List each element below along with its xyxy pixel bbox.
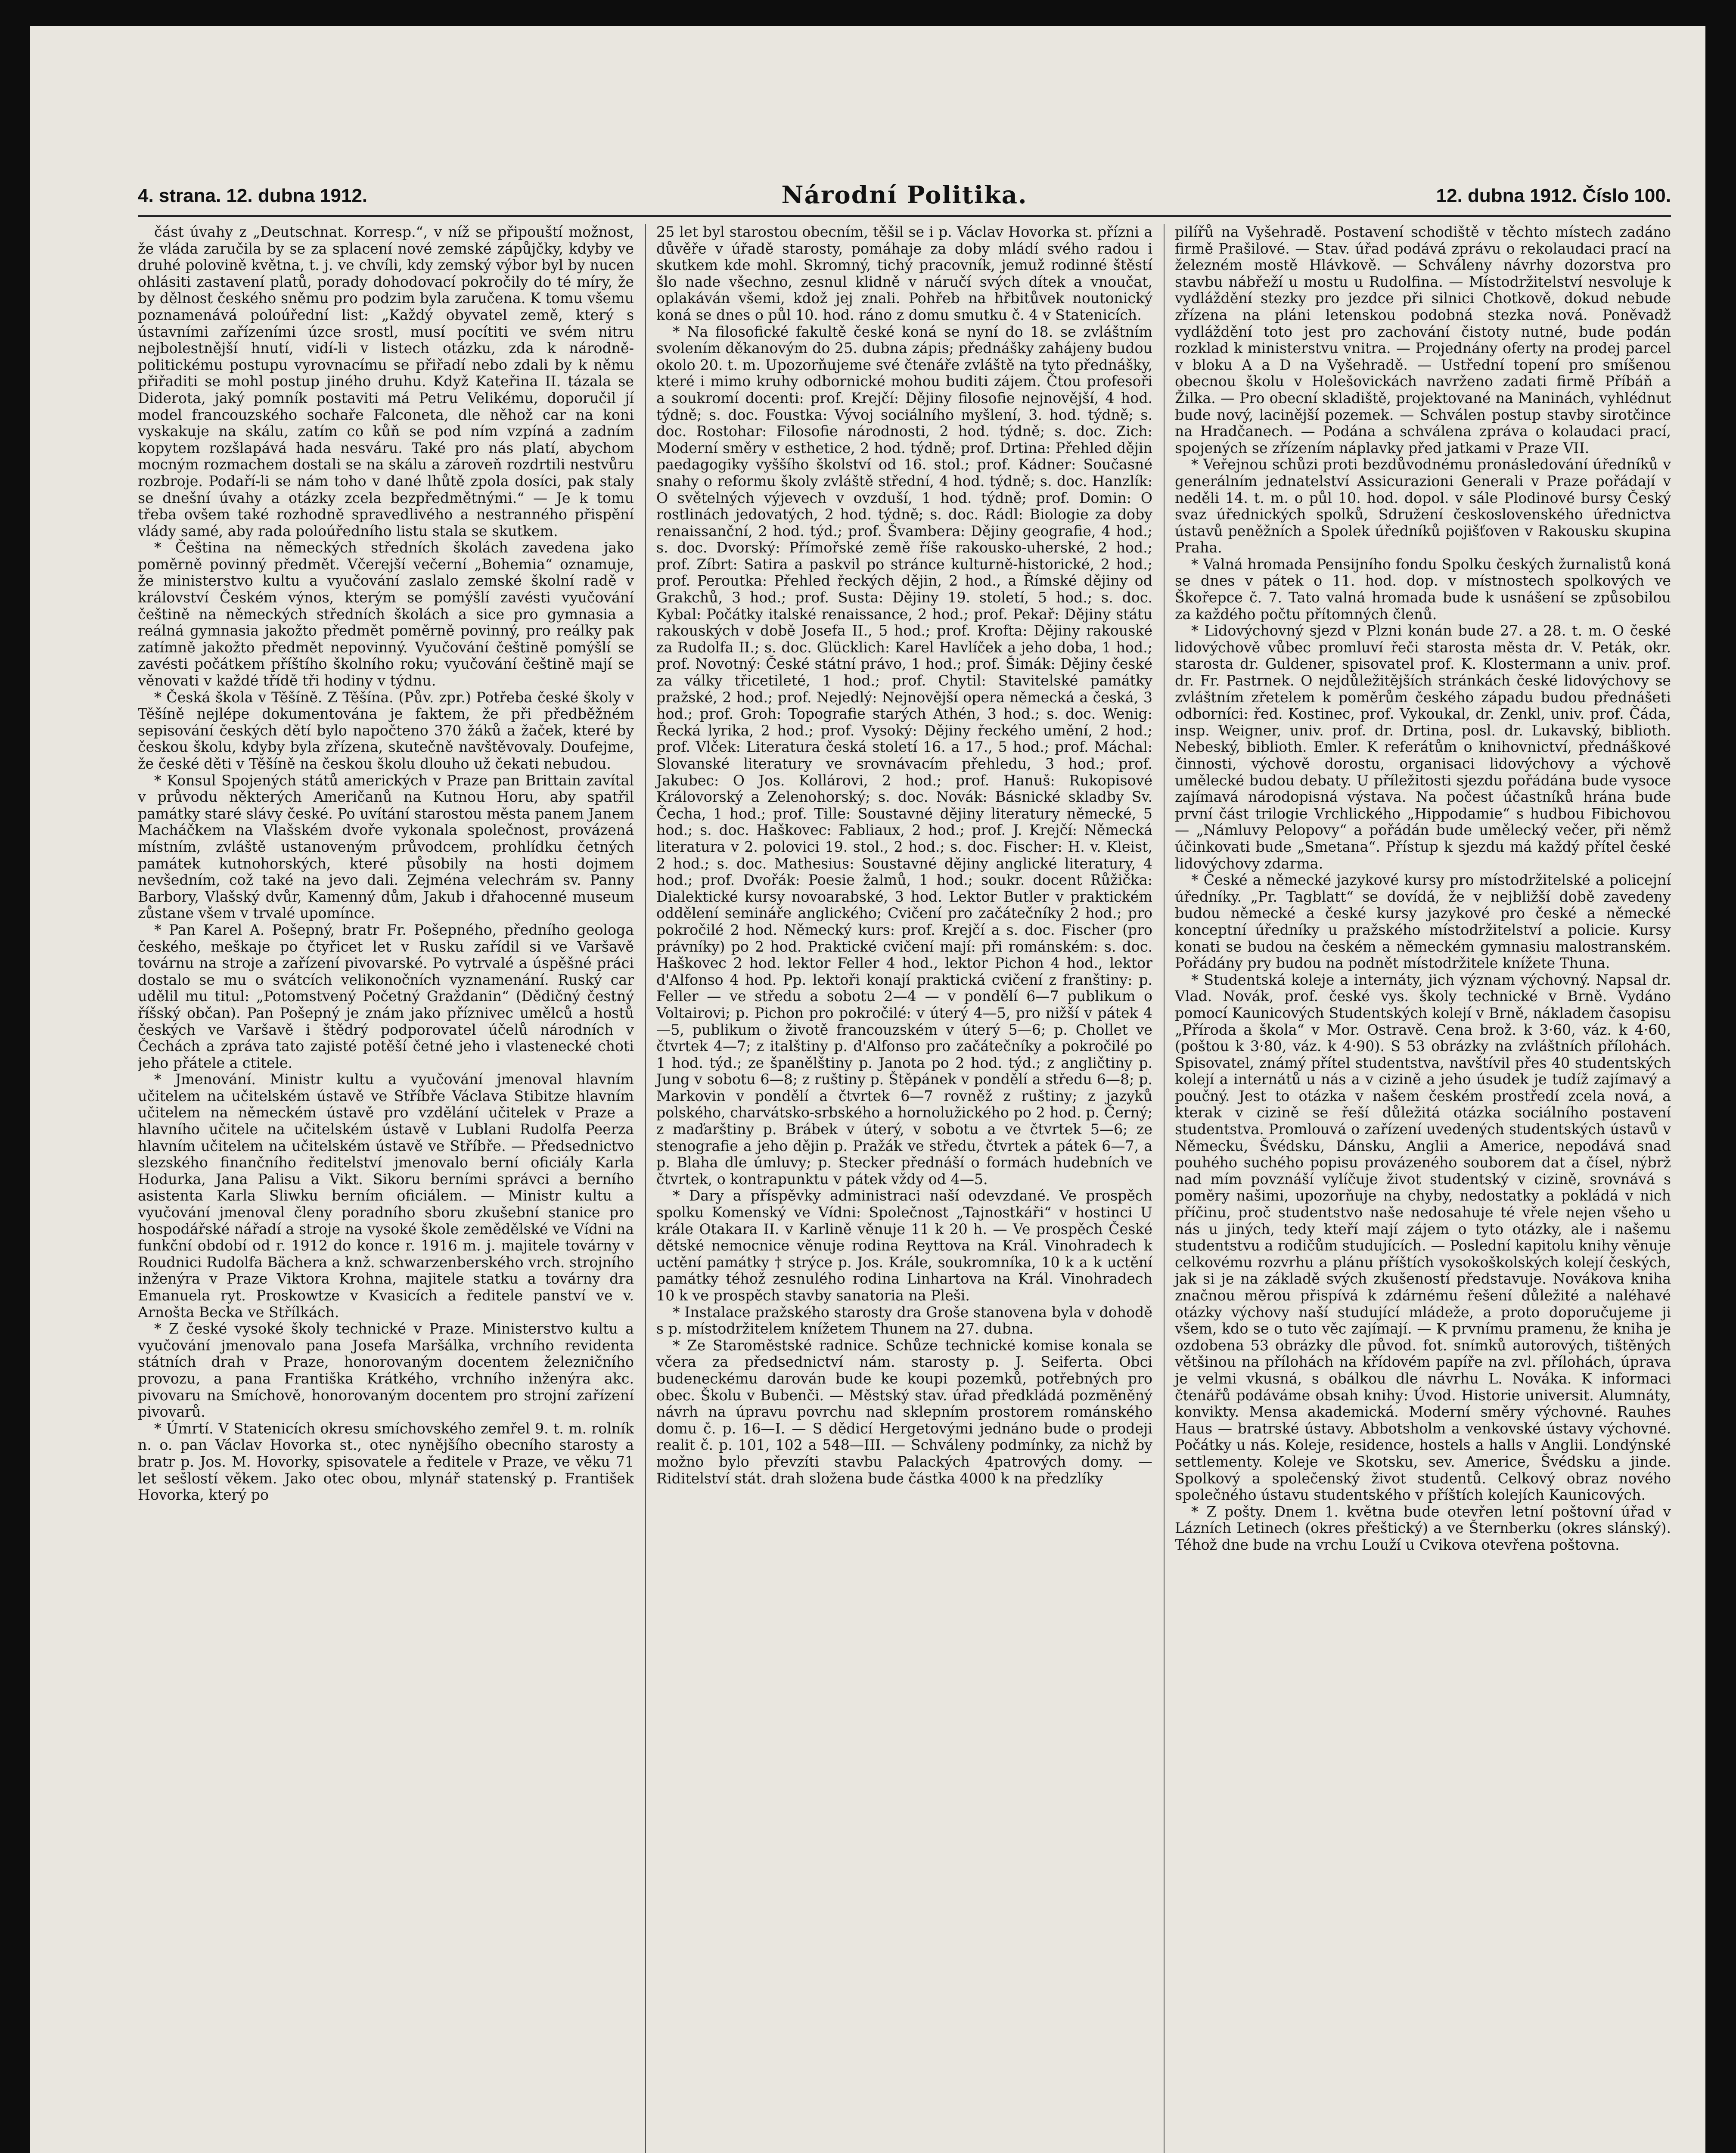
article-paragraph: * Konsul Spojených států amerických v Praze pan Brittain zavítal v průvodu některých Američanů na Kutnou Horu, aby spatřil památky staré slávy české. Po uvítání starostou města panem Janem Macháčkem na Vlašském dvoře vykonala společnost, provázená místním, zvláště ustanoveným průvodcem, prohlídku četných památek kutnohorských, které působily na hosti dojmem nevšedním, což také na jevo dali. Zejména velechrám sv. Panny Barbory, Vlašský dvůr, Kamenný dům, Jakub i dřahocenné museum zůstane všem v trvalé upomínce. [138,772,634,922]
page-date: 4. strana. 12. dubna 1912. [138,185,368,206]
article-paragraph: * Čeština na německých středních školách zavedena jako poměrně povinný předmět. Včerejší večerní „Bohemia“ oznamuje, že ministerstvo kultu a vyučování zaslalo zemské školní radě v království Českém výnos, kterým se pomýšlí zavésti vyučování češtině na německých středních školách a sice pro gymnasia a reálná gymnasia jakožto předmět poměrně povinný, pro reálky pak zatímně jakožto předmět nepovinný. Vyučování češtině pomýšlí se zavésti počátkem příštího školního roku; vyučování češtině mají se věnovati v každé třídě tři hodiny v týdnu. [138,539,634,689]
column-3 [1164,224,1671,2153]
article-paragraph: * Veřejnou schůzi proti bezdůvodnému pronásledování úředníků v generálním jednatelství Assicurazioni Generali v Praze pořádají v neděli 14. t. m. o půl 10. hod. dopol. v sále Plodinové bursy Český svaz úřednických spolků, Sdružení československého úřednictva ústavů peněžních a Spolek úředníků pojišťoven v Rakousku skupina Praha. [1175,456,1671,556]
article-paragraph: * Lidovýchovný sjezd v Plzni konán bude 27. a 28. t. m. O české lidovýchově vůbec promluví řeči starosta města dr. V. Peták, okr. starosta dr. Guldener, spisovatel prof. K. Klostermann a univ. prof. dr. Fr. Pastrnek. O nejdůležitějších stránkách české lidovýchovy se zvláštním zřetelem k poměrům českého západu budou přednášeti odborníci: řed. Kostinec, prof. Vykoukal, dr. Zenkl, univ. prof. Čáda, insp. Weigner, univ. prof. dr. Drtina, posl. dr. Lukavský, biblioth. Nebeský, biblioth. Emler. K referátům o knihovnictví, přednáškové činnosti, výchově dorostu, organisaci lidovýchovy a výchově umělecké budou debaty. U příležitosti sjezdu pořádána bude vysoce zajímavá národopisná výstava. Na počest účastníků hrána bude první část trilogie Vrchlického „Hippodamie“ s hudbou Fibichovou — „Námluvy Pelopovy“ a pořádán bude umělecký večer, při němž účinkovati bude „Smetana“. Přístup k sjezdu má každý přítel české lidovýchovy zdarma. [1175,622,1671,872]
article-paragraph: * Jmenování. Ministr kultu a vyučování jmenoval hlavním učitelem na učitelském ústavě ve Stříbře Václava Stibitze hlavním učitelem na německém ústavě pro vzdělání učitelek v Praze a hlavního učitele na učitelském ústavě v Lublani Rudolfa Peerza hlavním učitelem na učitelském ústavě ve Stříbře. — Předsednictvo slezského finančního ředitelství jmenovalo berní oficiály Karla Hodurka, Jana Palisu a Vikt. Sikoru berními správci a berního asistenta Karla Sliwku berním oficiálem. — Ministr kultu a vyučování jmenoval členy poradního sboru zkušební stanice pro hospodářské nářadí a stroje na vysoké škole zemědělské ve Vídni na funkční období od r. 1912 do konce r. 1916 m. j. majitele továrny v Roudnici Rudolfa Bächera a knž. schwarzenberského vrch. strojního inženýra v Praze Viktora Krohna, majitele statku a továrny dra Emanuela ryt. Proskowtze v Kvasicích a ředitele panství ve v. Arnošta Becka ve Střílkách. [138,1071,634,1321]
article-paragraph: * České a německé jazykové kursy pro místodržitelské a policejní úředníky. „Pr. Tagblatt“ se dovídá, že v nejbližší době zavedeny budou německé a české kursy jazykové pro české a německé konceptní úředníky u pražského místodržitelství a policie. Kursy konati se budou na českém a německém gymnasiu malostranském. Pořádány pry budou na podnět místodržitele knížete Thuna. [1175,872,1671,972]
issue-number: 12. dubna 1912. Číslo 100. [1436,185,1671,206]
masthead: Národní Politika. [781,181,1028,209]
column-2 [645,224,1152,2153]
article-paragraph: * Z české vysoké školy technické v Praze. Ministerstvo kultu a vyučování jmenovalo pana Josefa Maršálka, vrchního revidenta státních drah v Praze, honorovaným docentem železničního provozu, a pana Františka Krátkého, vrchního inženýra akc. pivovaru na Smíchově, honorovaným docentem pro strojní zařízení pivovarů. [138,1320,634,1421]
newspaper-page [138,168,1671,2153]
article-paragraph: * Ze Staroměstské radnice. Schůze technické komise konala se včera za předsednictví nám. starosty p. J. Seiferta. Obci budeneckému darován bude ke koupi pozemků, potřebných pro obec. Školu v Bubenči. — Městský stav. úřad předkládá pozměněný návrh na úpravu povrchu nad sklepním prostorem románského domu č. p. 16—I. — S dědicí Hergetovými jednáno bude o prodeji realit č. p. 101, 102 a 548—III. — Schváleny podmínky, za nichž by možno bylo převzíti stavbu Palackých 4patrových domy. — Riditelství stát. drah složena bude částka 4000 k na předzlíky [656,1337,1152,1487]
article-paragraph: * Úmrtí. V Statenicích okresu smíchovského zemřel 9. t. m. rolník n. o. pan Václav Hovorka st., otec nynějšího obecního starosty a bratr p. Jos. M. Hovorky, spisovatele a ředitele v Praze, ve věku 71 let sešlostí věkem. Jako otec obou, mlynář statenský p. František Hovorka, který po [138,1420,634,1504]
article-paragraph: pilířů na Vyšehradě. Postavení schodiště v těchto místech zadáno firmě Prašilové. — Stav. úřad podává zprávu o rekolaudaci prací na železném mostě Hlávkově. — Schváleny návrhy dozorstva pro stavbu nábřeží u mostu u Rudolfina. — Místodržitelství nesvoluje k vydláždění stezky pro jezdce při silnici Chotkově, dokud nebude zřízena na pláni letenskou podobná stezka nová. Poněvadž vydláždění toto jest pro zachování čistoty nutné, bude podán rozklad k ministerstvu vnitra. — Projednány oferty na prodej parcel v bloku A a D na Vyšehradě. — Ustřední topení pro smíšenou obecnou školu v Holešovickách navrženo zadati firmě Příbáň a Žilka. — Pro obecní skladiště, projektované na Maninách, vyhlédnut bude nový, lacinější pozemek. — Schválen postup stavby sirotčince na Hradčanech. — Podána a schválena zpráva o kolaudaci prací, spojených se zřízením náplavky před jatkami v Praze VII. [1175,224,1671,456]
article-columns [138,224,1671,2153]
article-paragraph: část úvahy z „Deutschnat. Korresp.“, v níž se připouští možnost, že vláda zaručila by se za splacení nové zemské zápůjčky, kdyby ve druhé polovině května, t. j. ve chvíli, kdy zemský výbor byl by nucen ohlásiti zastavení platů, porady dohodovací pokročily do té míry, že by dělnost českého sněmu pro podzim byla zaručena. K tomu všemu poznamenává poloúřední list: „Každý obyvatel země, který s ústavními zařízeními úzce srostl, musí pocítiti ve svém nitru nejbolestnější hnutí, vidí-li v listech otázku, zda k národně-politickému postupu vyrovnacímu se přiřadí nebo zdali by k němu přiřaditi se mohl postup jiného druhu. Když Kateřina II. tázala se Diderota, jaký pomník postaviti má Petru Velikému, doporučil jí model francouzského sochaře Falconeta, dle něhož car na koni vyskakuje na skálu, zatím co kůň se pod ním vzpíná a zadním kopytem rozšlapává hada nesváru. Také pro nás platí, abychom mocným rozmachem dostali se na skálu a zároveň rozdrtili nestvůru rozbroje. Podaří-li se nám toho v dané lhůtě zpola dosíci, pak staly se dnešní úvahy a otázky zcela bezpředmětnými.“ — Je k tomu třeba ovšem také rozhodně spravedlivého a nestranného přispění vlády samé, aby rada poloúředního listu stala se skutkem. [138,224,634,540]
page-header [138,168,1671,217]
scanned-page [30,26,1705,2153]
article-paragraph: * Valná hromada Pensijního fondu Spolku českých žurnalistů koná se dnes v pátek o 11. hod. dop. v místnostech spolkových ve Škořepce č. 7. Tato valná hromada bude k usnášení se způsobilou za každého počtu přítomných členů. [1175,555,1671,623]
article-paragraph: 25 let byl starostou obecním, těšil se i p. Václav Hovorka st. přízni a důvěře v úřadě starosty, pomáhaje za doby mládí svého radou i skutkem kde mohl. Skromný, tichý pracovník, jemuž rodinné štěstí šlo nade všechno, zesnul klidně v náručí svých dítek a vnoučat, oplakáván všemi, kdož jej znali. Pohřeb na hřbitůvek noutonický koná se dnes o půl 10. hod. ráno z domu smutku č. 4 v Statenicích. [656,224,1152,323]
article-paragraph: * Instalace pražského starosty dra Groše stanovena byla v dohodě s p. místodržitelem knížetem Thunem na 27. dubna. [656,1303,1152,1337]
article-paragraph: * Studentská koleje a internáty, jich význam výchovný. Napsal dr. Vlad. Novák, prof. české vys. školy technické v Brně. Vydáno pomocí Kaunicových Studentských kolejí v Brně, nákladem časopisu „Příroda a škola“ v Mor. Ostravě. Cena brož. k 3·60, váz. k 4·60, (poštou k 3·80, váz. k 4·90). S 53 obrázky na zvláštních přílohách. Spisovatel, známý přítel studentstva, navštívil přes 40 studentských kolejí a internátů u nás a v cizině a jeho úsudek je tudíž zajímavý a poučný. Jest to otázka v našem českém prostředí zcela nová, a kterak v cizině se řeší důležitá otázka sociálního postavení studentstva. Promlouvá o zařízení uvedených studentských ústavů v Německu, Švédsku, Dánsku, Anglii a Americe, nepodává snad pouhého suchého popisu provázeného souborem dat a čísel, nýbrž nad mím povznáší vylíčuje život studentský v cizině, srovnává s poměry našimi, upozorňuje na chyby, nedostatky a pokládá v nich příčinu, proč studentstvo naše nedosahuje té vřele nejen všeho u nás u jiných, tedy kteří mají zájem o tyto otázky, ale i našemu studentstvu a rodičům studujících. — Poslední kapitolu knihy věnuje celkovému rozvrhu a plánu příštích vysokoškolských kolejí českých, jak si je na základě svých zkušeností představuje. Novákova kniha značnou měrou přispívá k zdárnému řešení důležité a naléhavé otázky výchovy naší studující mládeže, a proto doporučujeme ji všem, kdo se o tuto věc zajímají. — K prvnímu pramenu, že kniha je ozdobena 53 obrázky dle původ. fot. snímků autorových, tištěných většinou na přílohách na křídovém papíře na zvl. přílohách, úprava je velmi vkusná, s obálkou dle návrhu L. Nováka. K informaci čtenářů podáváme obsah knihy: Úvod. Historie universit. Alumnáty, konvikty. Mensa akademická. Moderní směry výchovné. Rauhes Haus — bratrské ústavy. Abbotsholm a venkovské ústavy výchovné. Počátky u nás. Koleje, residence, hostels a halls v Anglii. Londýnské settlementy. Koleje ve Skotsku, sev. Americe, Švédsku a jinde. Spolkový a společenský život studentů. Celkový obraz nového společného ústavu studentského v příštích kolejích Kaunicových. [1175,971,1671,1504]
article-paragraph: * Česká škola v Těšíně. Z Těšína. (Pův. zpr.) Potřeba české školy v Těšíně nejlépe dokumentována je faktem, že při předběžném sepisování českých dětí bylo napočteno 370 žáků a žaček, které by českou školu, kdyby byla zřízena, skutečně navštěvovaly. Doufejme, že české děti v Těšíně na českou školu dlouho už čekati nebudou. [138,689,634,772]
article-paragraph: * Z pošty. Dnem 1. května bude otevřen letní poštovní úřad v Lázních Letinech (okres přeštický) a ve Šternberku (okres slánský). Téhož dne bude na vrchu Louží u Cvikova otevřena poštovna. [1175,1503,1671,1553]
article-paragraph: * Na filosofické fakultě české koná se nyní do 18. se zvláštním svolením děkanovým do 25. dubna zápis; přednášky zahájeny budou okolo 20. t. m. Upozorňujeme své čtenáře zvláště na tyto přednášky, které i mimo kruhy odbornické mohou buditi zájem. Čtou profesoři a soukromí docenti: prof. Krejčí: Dějiny filosofie nejnovější, 4 hod. týdně; s. doc. Foustka: Vývoj sociálního myšlení, 3. hod. týdně; s. doc. Rostohar: Filosofie národnosti, 2 hod. týdně; s. doc. Zich: Moderní směry v esthetice, 2 hod. týdně; prof. Drtina: Přehled dějin paedagogiky vyššího školství od 16. stol.; prof. Kádner: Současné snahy o reformu školy zvláště střední, 4 hod. týdně; s. doc. Hanzlík: O světelných výjevech v ovzduší, 1 hod. týdně; prof. Domin: O rostlinách jedovatých, 2 hod. týdně; s. doc. Rádl: Biologie za doby renaissanční, 2 hod. týd.; prof. Švambera: Dějiny geografie, 4 hod.; s. doc. Dvorský: Přímořské země říše rakousko-uherské, 2 hod.; prof. Zíbrt: Satira a paskvil po stránce kulturně-historické, 2 hod.; prof. Peroutka: Přehled řeckých dějin, 2 hod., a Římské dějiny od Grakchů, 3 hod.; prof. Susta: Dějiny 19. století, 5 hod.; s. doc. Kybal: Počátky italské renaissance, 2 hod.; prof. Pekař: Dějiny státu rakouských v době Josefa II., 5 hod.; prof. Krofta: Dějiny rakouské za Rudolfa II.; s. doc. Glücklich: Karel Havlíček a jeho doba, 1 hod.; prof. Novotný: České státní právo, 1 hod.; prof. Šimák: Dějiny české za války třicetileté, 1 hod.; prof. Chytil: Stavitelské památky pražské, 2 hod.; prof. Nejedlý: Nejnovější opera německá a česká, 3 hod.; prof. Groh: Topografie starých Athén, 3 hod.; s. doc. Wenig: Řecká lyrika, 2 hod.; prof. Vysoký: Dějiny řeckého umění, 2 hod.; prof. Vlček: Literatura česká století 16. a 17., 5 hod.; prof. Máchal: Slovanské literatury ve srovnávacím přehledu, 3 hod.; prof. Jakubec: O Jos. Kollárovi, 2 hod.; prof. Hanuš: Rukopisové Královorský a Zelenohorský; s. doc. Novák: Básnické skladby Sv. Čecha, 1 hod.; prof. Tille: Soustavné dějiny literatury německé, 5 hod.; s. doc. Haškovec: Fabliaux, 2 hod.; prof. J. Krejčí: Německá literatura v 2. polovici 19. stol., 2 hod.; s. doc. Fischer: H. v. Kleist, 2 hod.; s. doc. Mathesius: Soustavné dějiny anglické literatury, 4 hod.; prof. Dvořák: Poesie žalmů, 1 hod.; soukr. docent Růžička: Dialektické kursy novoarabské, 3 hod. Lektor Butler v praktickém oddělení semináře anglického; Cvičení pro začátečníky 2 hod.; pro pokročilé 2 hod. Německý kurs: prof. Krejčí a s. doc. Fischer (pro právníky) po 2 hod. Praktické cvičení mají: při románském: s. doc. Haškovec 2 hod. lektor Feller 4 hod., lektor Pichon 4 hod., lektor d'Alfonso 4 hod. Pp. lektoři konají praktická cvičení z franštiny: p. Feller — ve středu a sobotu 2—4 — v pondělí 6—7 publikum o Voltairovi; p. Pichon pro pokročilé: v úterý 4—5, pro nižší v pátek 4—5, publikum o životě francouzském v úterý 5—6; p. Chollet ve čtvrtek 4—7; z italštiny p. d'Alfonso pro začátečníky a pokročilé po 1 hod. týd.; ze španělštiny p. Janota po 2 hod. týd.; z angličtiny p. Jung v sobotu 6—8; z ruštiny p. Štěpánek v pondělí a středu 6—8; p. Markovin v pondělí a čtvrtek 6—7 rovněž z ruštiny; z jazyků polského, charvátsko-srbského a hornolužického po 2 hod. p. Černý; z maďarštiny p. Brábek v úterý, v sobotu a ve čtvrtek 5—6; ze stenografie a jeho dějin p. Pražák ve středu, čtvrtek a pátek 6—7, a p. Blaha dle úmluvy; p. Stecker přednáší o formách hudebních ve čtvrtek, o kontrapunktu v pátek vždy od 4—5. [656,323,1152,1188]
article-paragraph: * Pan Karel A. Pošepný, bratr Fr. Pošepného, předního geologa českého, meškaje po čtyřicet let v Rusku zařídil si ve Varšavě továrnu na stroje a zařízení pivovarské. Po vytrvalé a úspěšné práci dostalo se mu o svátcích velikonočních vyznamenání. Ruský car udělil mu titul: „Potomstvený Početný Graždanin“ (Dědičný čestný říšský občan). Pan Pošepný je znám jako příznivec umělců a hostů českých ve Varšavě i štědrý podporovatel účelů národních v Čechách a zpráva tato zajisté potěší četné jeho i vlastenecké choti jeho přátele a ctitele. [138,921,634,1071]
article-paragraph: * Dary a příspěvky administraci naší odevzdané. Ve prospěch spolku Komenský ve Vídni: Společnost „Tajnostkáři“ v hostinci U krále Otakara II. v Karlině věnuje 11 k 20 h. — Ve prospěch České dětské nemocnice věnuje rodina Reyttova na Král. Vinohradech k uctění památky † strýce p. Jos. Krále, soukromníka, 10 k a k uctění památky téhož zesnulého rodina Linhartova na Král. Vinohradech 10 k ve prospěch stavby sanatoria na Pleši. [656,1187,1152,1304]
column-1 [138,224,634,2153]
